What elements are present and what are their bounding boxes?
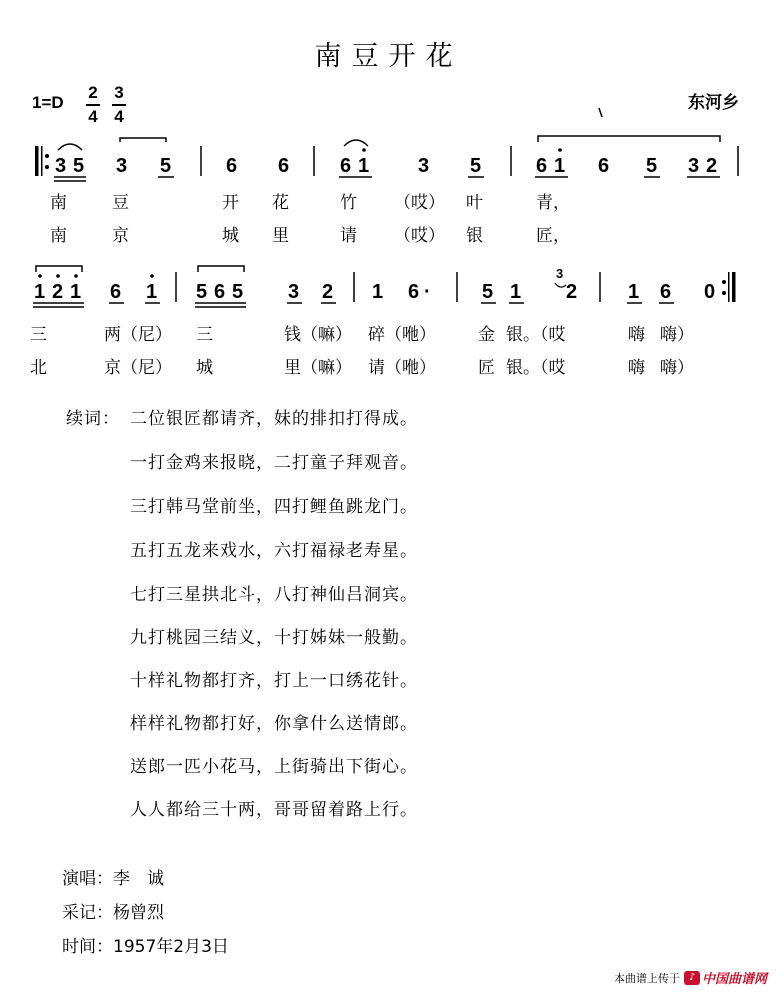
lyric-syllable: 京（尼） <box>104 358 172 378</box>
logo-text: 中国曲谱网 <box>701 972 767 987</box>
lyric-syllable: 请（咃） <box>368 358 436 378</box>
lyric-syllable: 请 <box>340 226 357 246</box>
lyric-syllable: 嗨） <box>660 325 694 345</box>
slur <box>344 140 368 146</box>
verse-line: 一打金鸡来报晓，二打童子拜观音。 <box>130 453 418 473</box>
slur <box>198 266 244 272</box>
note: 1 <box>358 155 370 177</box>
verse-line: 十样礼物都打齐，打上一口绣花针。 <box>130 671 418 691</box>
lyric-syllable: 里 <box>272 226 289 246</box>
grace-note: 3 <box>556 266 564 281</box>
note: 6 <box>110 281 122 303</box>
note: 1 <box>510 281 522 303</box>
note: 5 <box>232 281 244 303</box>
verse-line: 五打五龙来戏水，六打福禄老寿星。 <box>130 541 418 561</box>
lyric-syllable: 三 <box>30 325 47 345</box>
footer-text: 本曲谱上传于 <box>613 971 680 985</box>
lyric-syllable: 嗨 <box>628 358 645 378</box>
note: 6 <box>340 155 352 177</box>
lyric-syllable: 匠， <box>536 226 570 246</box>
note: 3 <box>688 155 700 177</box>
note: 5 <box>482 281 494 303</box>
note: 2 <box>706 155 718 177</box>
lyric-syllable: 银。（哎 <box>506 358 566 378</box>
note: 6 <box>226 155 238 177</box>
lyric-syllable: 里（嘛） <box>284 358 352 378</box>
verse-line: 九打桃园三结义，十打姊妹一般勤。 <box>130 628 418 648</box>
site-logo[interactable] <box>684 968 767 987</box>
note: 1 <box>70 281 82 303</box>
lyric-syllable: 金 <box>478 325 495 345</box>
note: 5 <box>470 155 482 177</box>
slur <box>538 136 720 142</box>
time-sig-bottom: 4 <box>88 106 98 126</box>
lyric-syllable: 叶 <box>466 193 483 213</box>
note: 5 <box>196 281 208 303</box>
tie <box>120 138 166 142</box>
lyric-syllable: 匠 <box>478 358 495 378</box>
note: 1 <box>372 281 384 303</box>
verse-line: 二位银匠都请齐，妹的排扣打得成。 <box>130 409 418 429</box>
note: 3 <box>418 155 430 177</box>
slur <box>58 144 82 150</box>
singer-credit: 演唱：李 诚 <box>62 869 164 889</box>
note: 3 <box>288 281 300 303</box>
note: 5 <box>646 155 658 177</box>
note: 3 <box>116 155 128 177</box>
lyric-syllable: 南 <box>50 193 67 213</box>
note: 1 <box>554 155 566 177</box>
note: 1 <box>146 281 158 303</box>
lyric-syllable: （哎） <box>394 193 445 213</box>
lyric-syllable: 三 <box>196 325 213 345</box>
verse-line: 人人都给三十两，哥哥留着路上行。 <box>130 800 418 820</box>
note: 2 <box>322 281 334 303</box>
note: 6 <box>278 155 290 177</box>
verse-line: 三打韩马堂前坐，四打鲤鱼跳龙门。 <box>130 497 418 517</box>
lyric-syllable: 两（尼） <box>104 325 172 345</box>
key-signature: 1=D <box>32 93 64 112</box>
note: 1 <box>628 281 640 303</box>
slur <box>36 266 82 272</box>
lyric-syllable: 花 <box>272 193 289 213</box>
note: 6 <box>408 281 420 303</box>
note: 6 <box>660 281 672 303</box>
breath-mark <box>599 108 602 117</box>
verse-line: 样样礼物都打好，你拿什么送情郎。 <box>130 714 418 734</box>
lyric-syllable: 银 <box>466 226 483 246</box>
lyric-syllable: 青， <box>536 193 570 213</box>
lyric-syllable: 京 <box>112 226 129 246</box>
region-label: 东河乡 <box>688 93 739 113</box>
note: 6 <box>536 155 548 177</box>
lyric-syllable: （哎） <box>394 226 445 246</box>
logo-icon: ♪ <box>684 971 700 985</box>
augmentation-dot: · <box>424 281 431 303</box>
note: 2 <box>52 281 64 303</box>
note: 5 <box>73 155 85 177</box>
song-title: 南豆开花 <box>314 41 463 72</box>
recorder-credit: 采记：杨曾烈 <box>62 903 164 923</box>
rest: 0 <box>704 281 716 303</box>
lyric-syllable: 北 <box>30 358 47 378</box>
note: 1 <box>34 281 46 303</box>
date-credit: 时间：1957年2月3日 <box>62 937 229 957</box>
time-sig-bottom: 4 <box>114 106 124 126</box>
lyric-syllable: 钱（嘛） <box>284 325 352 345</box>
lyric-syllable: 嗨 <box>628 325 645 345</box>
note: 3 <box>55 155 67 177</box>
lyric-syllable: 嗨） <box>660 358 694 378</box>
note: 6 <box>214 281 226 303</box>
lyric-syllable: 碎（咃） <box>368 325 436 345</box>
lyric-syllable: 城 <box>196 358 213 378</box>
lyric-syllable: 开 <box>222 193 239 213</box>
note: 5 <box>160 155 172 177</box>
note: 6 <box>598 155 610 177</box>
lyric-syllable: 南 <box>50 226 67 246</box>
lyric-syllable: 竹 <box>340 193 357 213</box>
note: 2 <box>566 281 578 303</box>
verses-label: 续词： <box>66 409 120 429</box>
verse-line: 送郎一匹小花马，上街骑出下街心。 <box>130 757 418 777</box>
time-sig-top: 2 <box>88 83 98 102</box>
lyric-syllable: 豆 <box>112 193 129 213</box>
repeat-end-barline <box>722 272 736 302</box>
time-sig-top: 3 <box>114 83 124 102</box>
lyric-syllable: 城 <box>222 226 239 246</box>
repeat-start-barline <box>35 146 49 176</box>
lyric-syllable: 银。（哎 <box>506 325 566 345</box>
verse-line: 七打三星拱北斗，八打神仙吕洞宾。 <box>130 585 418 605</box>
upload-footer <box>614 968 767 987</box>
